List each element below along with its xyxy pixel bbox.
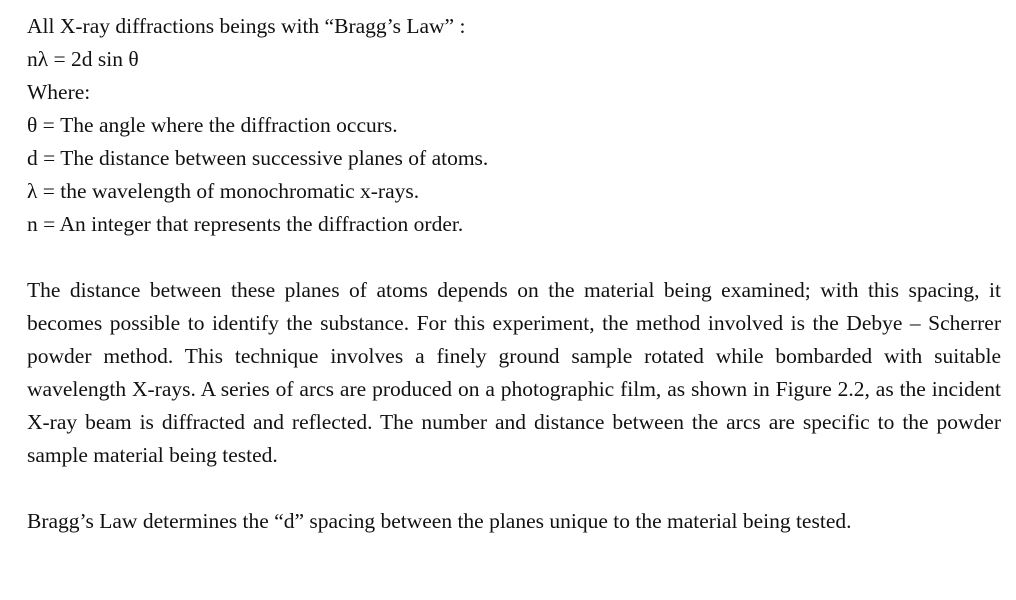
where-label: Where: (27, 80, 91, 104)
paragraph-spacer (27, 472, 1001, 505)
definition-lambda: λ = the wavelength of monochromatic x-rays. (27, 179, 420, 203)
intro-heading: All X-ray diffractions beings with “Bragg’s Law” : (27, 14, 466, 38)
document-page (27, 10, 1001, 538)
definition-theta: θ = The angle where the diffraction occurs. (27, 113, 398, 137)
definition-d: d = The distance between successive planes of atoms. (27, 146, 489, 170)
bragg-equation: nλ = 2d sin θ (27, 47, 139, 71)
body-paragraph-d-spacing: Bragg’s Law determines the “d” spacing between the planes unique to the material being tested. (27, 509, 852, 533)
body-paragraph-debye-scherrer: The distance between these planes of atoms depends on the material being examined; with this spacing, it becomes possible to identify the substance. For this experiment, the method involved is the Debye – Scherrer powder method. This technique involves a finely ground sample rotated while bombarded with suitable wavelength X-rays. A series of arcs are produced on a photographic film, as shown in Figure 2.2, as the incident X-ray beam is diffracted and reflected. The number and distance between the arcs are specific to the powder sample material being tested. (27, 278, 1001, 467)
definition-n: n = An integer that represents the diffraction order. (27, 212, 464, 236)
paragraph-spacer (27, 241, 1001, 274)
